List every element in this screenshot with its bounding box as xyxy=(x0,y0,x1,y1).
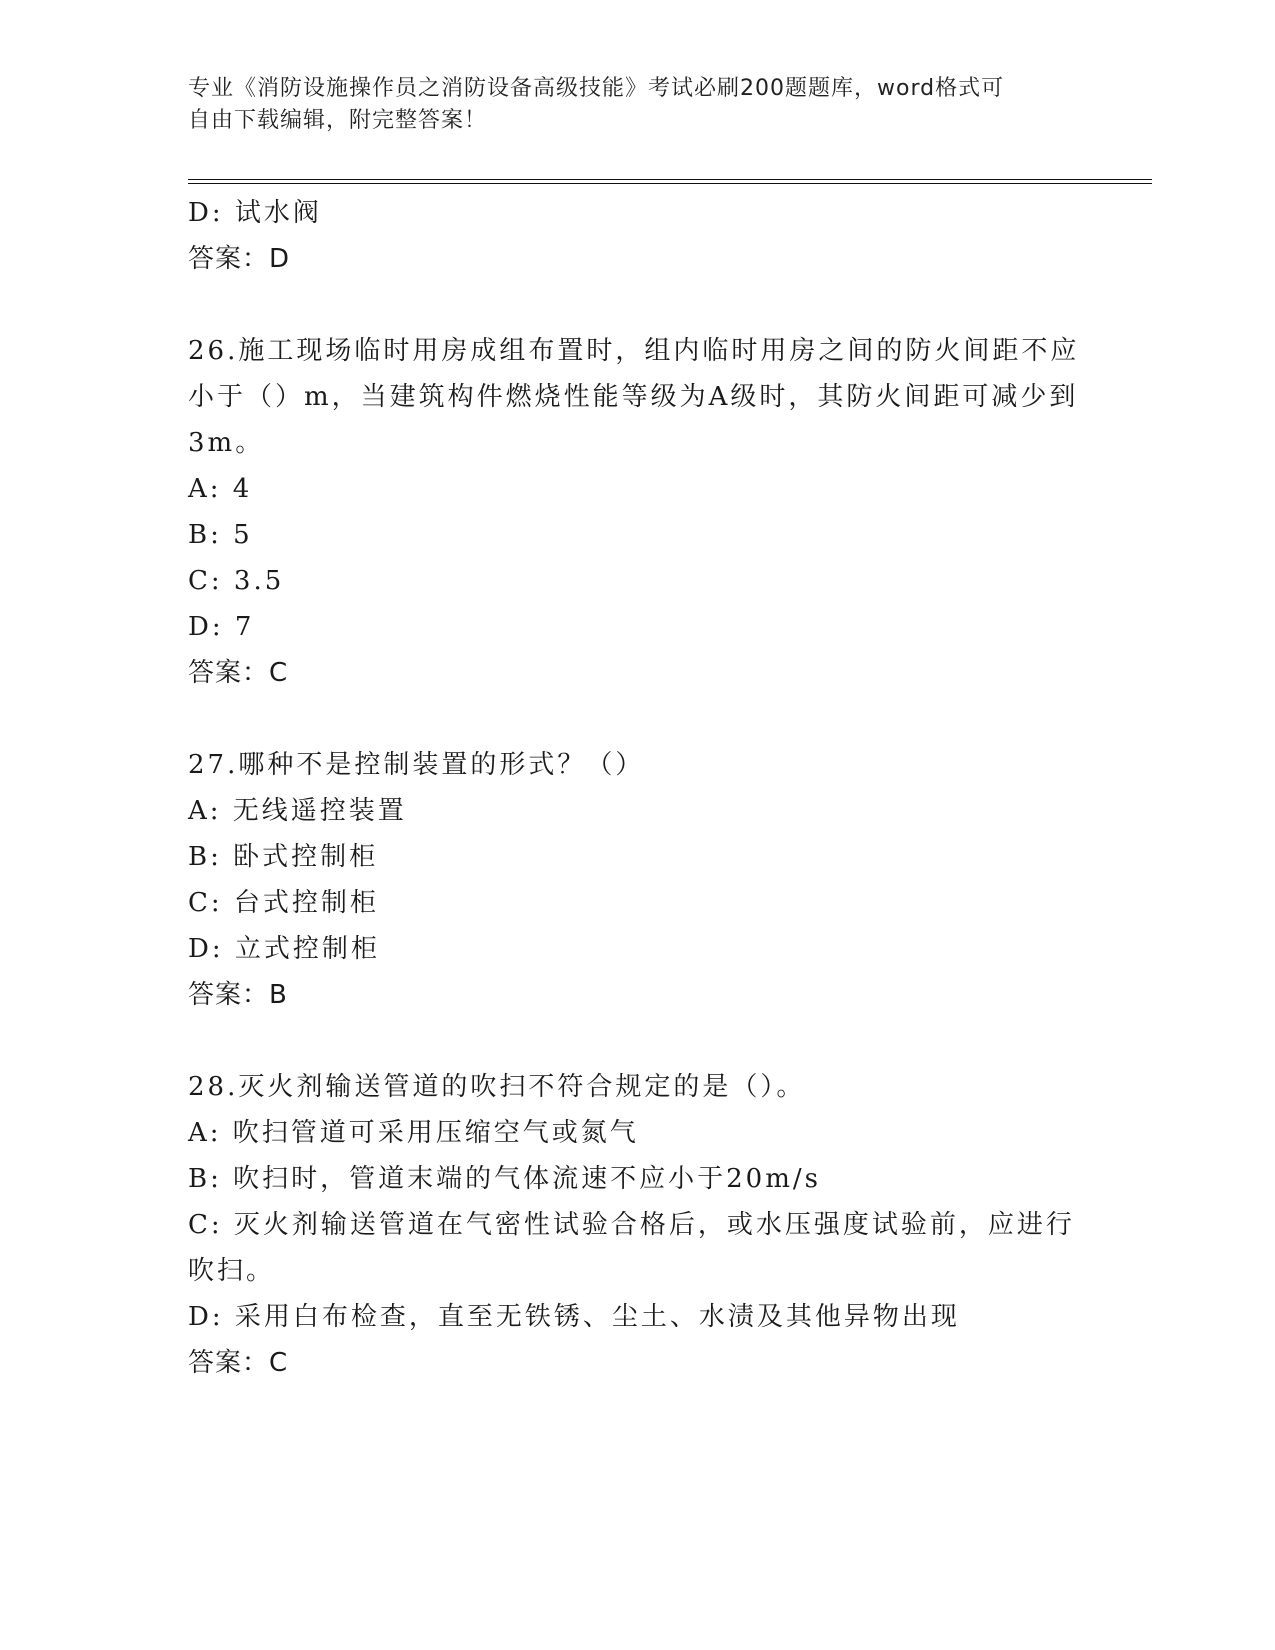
q26-answer: 答案：C xyxy=(188,658,289,688)
prev-option-d: D: 试水阀 xyxy=(188,198,322,228)
q27-stem: 27.哪种不是控制装置的形式？（） xyxy=(188,750,645,780)
q28-option-a: A: 吹扫管道可采用压缩空气或氮气 xyxy=(188,1118,639,1148)
q27-option-d: D: 立式控制柜 xyxy=(188,934,380,964)
document-header xyxy=(188,73,1068,137)
q27-option-a: A: 无线遥控装置 xyxy=(188,796,407,826)
q26-option-c: C: 3.5 xyxy=(188,566,285,596)
q28-option-c-line-1: C: 灭火剂输送管道在气密性试验合格后，或水压强度试验前，应进行 xyxy=(188,1210,1075,1240)
q26-stem-line-2: 小于（）m，当建筑构件燃烧性能等级为A级时，其防火间距可减少到 xyxy=(188,382,1079,412)
q27-option-b: B: 卧式控制柜 xyxy=(188,842,379,872)
question-27 xyxy=(188,742,1088,1018)
q28-option-d: D: 采用白布检查，直至无铁锈、尘土、水渍及其他异物出现 xyxy=(188,1302,960,1332)
q28-answer: 答案：C xyxy=(188,1348,289,1378)
q28-stem: 28.灭火剂输送管道的吹扫不符合规定的是（）。 xyxy=(188,1072,806,1102)
q26-option-b: B: 5 xyxy=(188,520,253,550)
prev-answer: 答案：D xyxy=(188,244,291,274)
header-title-line-1: 专业《消防设施操作员之消防设备高级技能》考试必刷200题题库，word格式可 xyxy=(188,76,1005,101)
spacer xyxy=(188,282,1088,328)
question-28 xyxy=(188,1064,1088,1386)
q28-option-b: B: 吹扫时，管道末端的气体流速不应小于20m/s xyxy=(188,1164,821,1194)
q26-option-a: A: 4 xyxy=(188,474,253,504)
question-26 xyxy=(188,328,1088,696)
q27-answer: 答案：B xyxy=(188,980,288,1010)
q26-stem-line-1: 26.施工现场临时用房成组布置时，组内临时用房之间的防火间距不应 xyxy=(188,336,1080,366)
question-list xyxy=(188,190,1088,1386)
header-divider-top xyxy=(188,179,1152,180)
q26-stem-line-3: 3m。 xyxy=(188,428,265,458)
spacer xyxy=(188,1018,1088,1064)
header-title-line-2: 自由下载编辑，附完整答案！ xyxy=(188,108,488,133)
q27-option-c: C: 台式控制柜 xyxy=(188,888,379,918)
q26-option-d: D: 7 xyxy=(188,612,255,642)
header-divider-bottom xyxy=(188,183,1152,184)
q28-option-c-line-2: 吹扫。 xyxy=(188,1256,276,1286)
spacer xyxy=(188,696,1088,742)
